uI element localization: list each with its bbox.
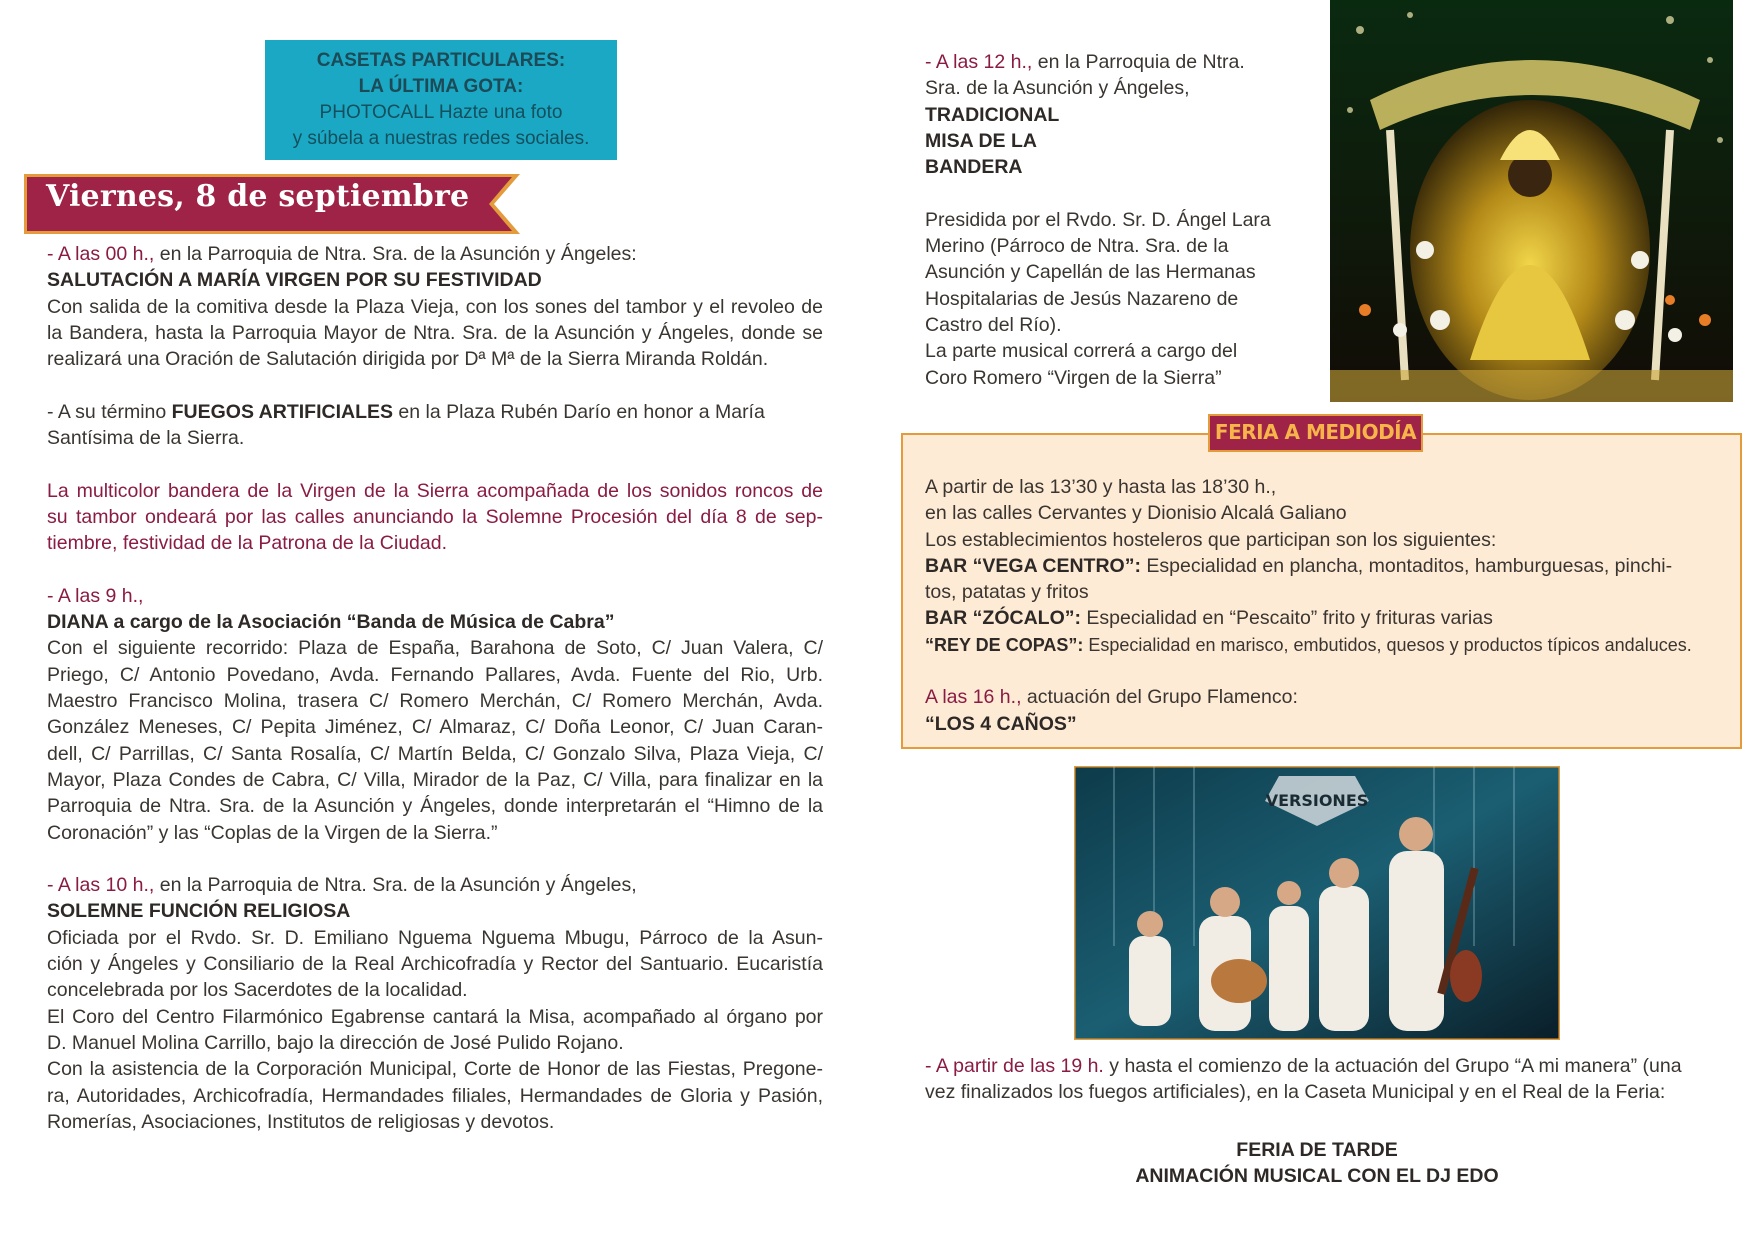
event-12-desc-7: Coro Romero “Virgen de la Sierra” [925,366,1222,389]
flamenco-group: “LOS 4 CAÑOS” [925,712,1077,735]
feria-content [925,474,1705,737]
event-19 [925,1053,1682,1106]
casetas-box [265,40,617,160]
event-09-desc-1: Con el siguiente recorrido: Plaza de España, Barahona de Soto, C/ Juan Valera, C/ [47,637,823,660]
event-10-time: - A las 10 h., [47,874,155,897]
event-12-title-2: MISA DE LA [925,129,1037,152]
event-00-time: - A las 00 h., [47,243,155,265]
event-09-title: DIANA a cargo de la Asociación “Banda de Música de Cabra” [47,611,615,634]
event-12-place-1: en la Parroquia de Ntra. [1032,51,1245,73]
event-12-desc-1: Presidida por el Rvdo. Sr. D. Ángel Lara [925,208,1271,231]
casetas-text-1: PHOTOCALL Hazte una foto [319,102,563,123]
flamenco-text: actuación del Grupo Flamenco: [1021,686,1298,709]
event-10 [47,872,823,1135]
fuegos-pre: - A su término [47,400,172,423]
event-12-place-2: Sra. de la Asunción y Ángeles, [925,77,1190,100]
bar-2-name: BAR “ZÓCALO”: [925,607,1081,630]
event-12-desc-4: Hospitalarias de Jesús Nazareno de [925,287,1239,310]
bandera-line-2: su tambor ondeará por las calles anunciando la Solemne Procesión del día 8 de sep- [47,505,823,528]
event-10-desc-2: ción y Ángeles y Consiliario de la Real Archicofradía y Rector del Santuario. Eucaristía [47,953,823,976]
event-12-desc-6: La parte musical correrá a cargo del [925,340,1238,363]
event-12-desc-5: Castro del Río). [925,313,1062,336]
event-12-desc-3: Asunción y Capellán de las Hermanas [925,261,1256,284]
event-00-desc-3: realizará una Oración de Salutación dirigida por Dª Mª de la Sierra Miranda Roldán. [47,348,769,371]
feria-intro-1: A partir de las 13’30 y hasta las 18’30 h., [925,476,1277,498]
bandera-note [47,478,823,557]
fuegos-title: FUEGOS ARTIFICIALES [171,400,394,423]
event-00-place: en la Parroquia de Ntra. Sra. de la Asunción y Ángeles: [154,243,637,265]
event-10-desc-8: Romerías, Asociaciones, Institutos de religiosas y devotos. [47,1110,555,1133]
event-fuegos [47,399,823,452]
event-10-place: en la Parroquia de Ntra. Sra. de la Asunción y Ángeles, [154,874,637,897]
event-10-desc-7: ra, Autoridades, Archicofradía, Hermandades filiales, Hermandades de Gloria y Pasión, [47,1084,823,1107]
closing-line-1: FERIA DE TARDE [1236,1139,1398,1161]
event-09-desc-4: González Meneses, C/ Pepita Jiménez, C/ Almaraz, C/ Doña Leonor, C/ Juan Caran- [47,716,823,739]
virgin-photo [1330,0,1733,402]
event-00-desc-1: Con salida de la comitiva desde la Plaza Vieja, con los sones del tambor y el revoleo de [47,295,823,318]
feria-title: FERIA A MEDIODÍA [1208,414,1423,452]
event-10-desc-3: concelebrada por los Sacerdotes de la localidad. [47,979,468,1002]
bar-1-desc: Especialidad en plancha, montaditos, hamburguesas, pinchi- [1140,554,1673,577]
feria-intro-2: en las calles Cervantes y Dionisio Alcalá Galiano [925,502,1347,525]
event-10-desc-4: El Coro del Centro Filarmónico Egabrense cantará la Misa, acompañado al órgano por [47,1005,823,1028]
event-09-time: - A las 9 h., [47,584,144,607]
event-10-desc-1: Oficiada por el Rvdo. Sr. D. Emiliano Nguema Nguema Mbugu, Párroco de la Asun- [47,926,823,949]
closing-announcement [1074,1137,1560,1190]
event-12 [925,49,1295,391]
event-19-time: - A partir de las 19 h. [925,1055,1104,1077]
event-19-text-2: vez finalizados los fuegos artificiales), en la Caseta Municipal y en el Real de la Feria: [925,1081,1666,1104]
bandera-line-3: tiembre, festividad de la Patrona de la Ciudad. [47,532,447,555]
band-photo [1074,766,1560,1040]
flamenco-time: A las 16 h., [925,686,1022,709]
event-12-desc-2: Merino (Párroco de Ntra. Sra. de la [925,235,1229,258]
event-09-desc-6: Mayor, Plaza Condes de Cabra, C/ Villa, Mirador de la Paz, C/ Villa, para finalizar en la [47,768,823,791]
event-00-title: SALUTACIÓN A MARÍA VIRGEN POR SU FESTIVIDAD [47,269,542,292]
bar-3-desc: Especialidad en marisco, embutidos, quesos y productos típicos andaluces. [1083,634,1692,655]
event-12-title-1: TRADICIONAL [925,103,1060,126]
bandera-line-1: La multicolor bandera de la Virgen de la Sierra acompañada de los sonidos roncos de [47,479,823,502]
event-00-desc-2: la Bandera, hasta la Parroquia Mayor de Ntra. Sra. de la Asunción y Ángeles, donde se [47,321,823,344]
event-09-desc-8: Coronación” y las “Coplas de la Virgen de la Sierra.” [47,821,498,844]
event-19-text-1: y hasta el comienzo de la actuación del Grupo “A mi manera” (una [1103,1055,1682,1077]
bar-1-desc-2: tos, patatas y fritos [925,581,1089,604]
event-10-desc-6: Con la asistencia de la Corporación Municipal, Corte de Honor de las Fiestas, Pregone- [47,1058,823,1081]
left-column [47,241,823,1135]
feria-intro-3: Los establecimientos hosteleros que participan son los siguientes: [925,528,1497,551]
event-00 [47,241,823,372]
event-10-title: SOLEMNE FUNCIÓN RELIGIOSA [47,900,351,923]
bar-2-desc: Especialidad en “Pescaito” frito y frituras varias [1080,607,1493,630]
event-09-desc-2: Priego, C/ Antonio Povedano, Avda. Fernando Pallares, Avda. Fuente del Rio, Urb. [47,663,823,686]
event-12-title-3: BANDERA [925,156,1023,179]
closing-line-2: ANIMACIÓN MUSICAL CON EL DJ EDO [1135,1165,1499,1188]
casetas-title-1: CASETAS PARTICULARES: [316,50,566,71]
day-heading: Viernes, 8 de septiembre [46,179,470,214]
band-logo-text: VERSIONES [1265,791,1369,810]
casetas-text-2: y súbela a nuestras redes sociales. [292,128,590,149]
event-09 [47,583,823,846]
event-09-desc-3: Maestro Francisco Molina, trasera C/ Romero Merchán, C/ Romero Merchán, Avda. [47,690,823,713]
event-10-desc-5: D. Manuel Molina Carrillo, bajo la dirección de José Pulido Rojano. [47,1031,624,1054]
bar-3-name: “REY DE COPAS”: [925,634,1084,655]
event-09-desc-5: dell, C/ Parrillas, C/ Santa Rosalía, C/ Martín Belda, C/ Gonzalo Silva, Plaza Vieja, C/ [47,742,823,765]
casetas-title-2: LA ÚLTIMA GOTA: [358,76,524,97]
fuegos-post: en la Plaza Rubén Darío en honor a María [393,400,765,423]
event-12-time: - A las 12 h., [925,51,1033,73]
event-09-desc-7: Parroquia de Ntra. Sra. de la Asunción y Ángeles, donde interpretarán el “Himno de la [47,795,823,818]
fuegos-line-2: Santísima de la Sierra. [47,427,245,450]
bar-1-name: BAR “VEGA CENTRO”: [925,554,1141,577]
